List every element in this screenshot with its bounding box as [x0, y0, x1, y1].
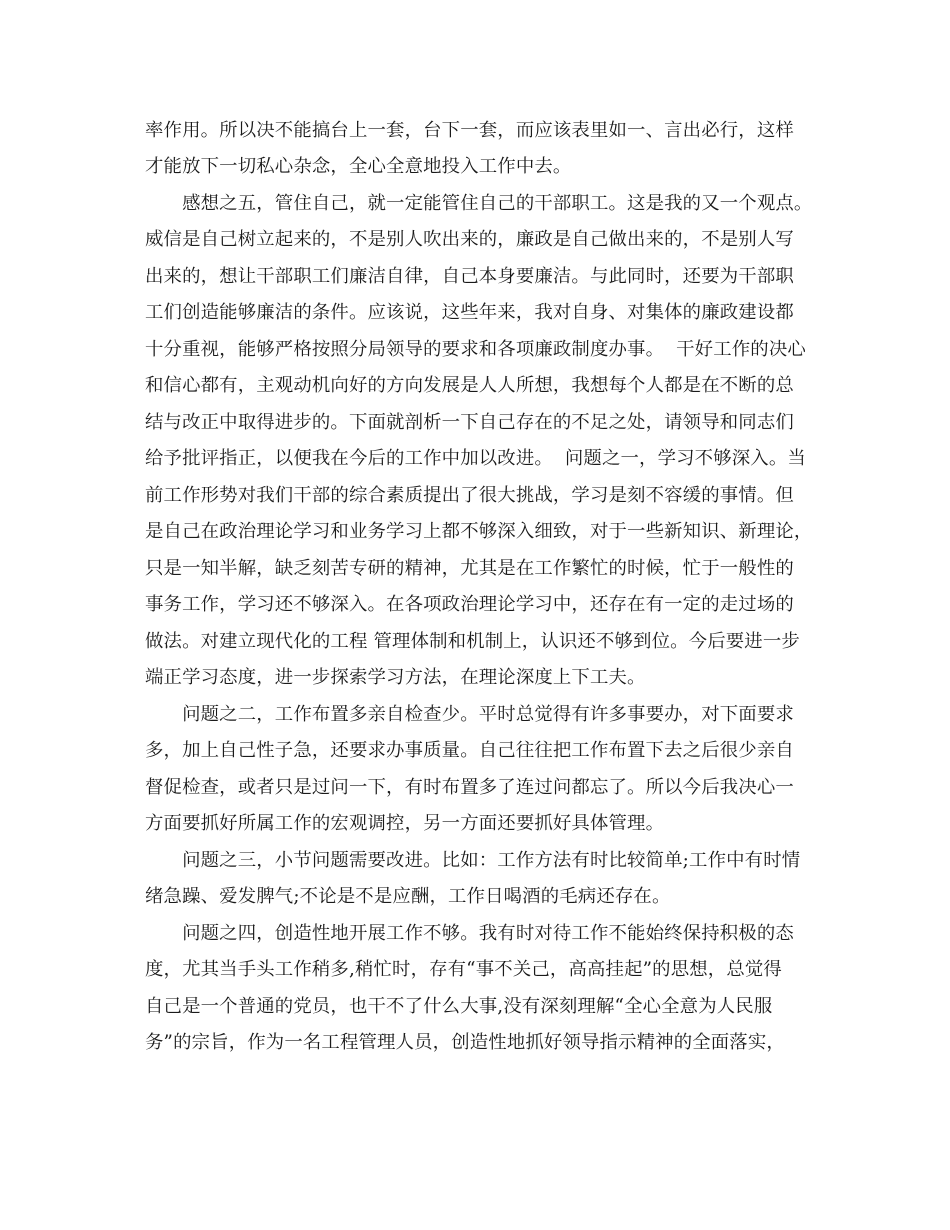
text-line: 问题之四，创造性地开展工作不够。我有时对待工作不能始终保持积极的态 — [145, 923, 794, 944]
text-line: 度，尤其当手头工作稍多,稍忙时，存有“事不关己，高高挂起”的思想，总觉得 — [145, 959, 782, 980]
text-line: 做法。对建立现代化的工程 管理体制和机制上，认识还不够到位。今后要进一步 — [145, 631, 800, 652]
text-line: 结与改正中取得进步的。下面就剖析一下自己存在的不足之处，请领导和同志们 — [145, 412, 794, 433]
text-line: 事务工作，学习还不够深入。在各项政治理论学习中，还存在有一定的走过场的 — [145, 594, 794, 615]
text-line: 方面要抓好所属工作的宏观调控，另一方面还要抓好具体管理。 — [145, 813, 665, 834]
text-line: 只是一知半解，缺乏刻苦专研的精神，尤其是在工作繁忙的时候，忙于一般性的 — [145, 558, 794, 579]
text-line: 十分重视，能够严格按照分局领导的要求和各项廉政制度办事。 干好工作的决心 — [145, 339, 806, 360]
text-line: 给予批评指正，以便我在今后的工作中加以改进。 问题之一，学习不够深入。当 — [145, 448, 806, 469]
text-line: 感想之五，管住自己，就一定能管住自己的干部职工。这是我的又一个观点。 — [145, 193, 813, 214]
text-line: 督促检查，或者只是过问一下，有时布置多了连过问都忘了。所以今后我决心一 — [145, 777, 794, 798]
text-line: 务”的宗旨，作为一名工程管理人员，创造性地抓好领导指示精神的全面落实， — [145, 1032, 785, 1053]
text-line: 才能放下一切私心杂念，全心全意地投入工作中去。 — [145, 156, 572, 177]
text-line: 和信心都有，主观动机向好的方向发展是人人所想，我想每个人都是在不断的总 — [145, 375, 794, 396]
text-line: 自己是一个普通的党员，也干不了什么大事,没有深刻理解“全心全意为人民服 — [145, 996, 773, 1017]
text-line: 绪急躁、爱发脾气;不论是不是应酬，工作日喝酒的毛病还存在。 — [145, 886, 671, 907]
text-line: 是自己在政治理论学习和业务学习上都不够深入细致，对于一些新知识、新理论， — [145, 521, 813, 542]
text-line: 问题之二，工作布置多亲自检查少。平时总觉得有许多事要办，对下面要求 — [145, 704, 794, 725]
text-line: 出来的，想让干部职工们廉洁自律，自己本身要廉洁。与此同时，还要为干部职 — [145, 266, 794, 287]
text-line: 威信是自己树立起来的，不是别人吹出来的，廉政是自己做出来的，不是别人写 — [145, 229, 794, 250]
text-line: 工们创造能够廉洁的条件。应该说，这些年来，我对自身、对集体的廉政建设都 — [145, 302, 794, 323]
text-line: 率作用。所以决不能搞台上一套，台下一套，而应该表里如一、言出必行，这样 — [145, 120, 794, 141]
text-line: 问题之三，小节问题需要改进。比如：工作方法有时比较简单;工作中有时情 — [145, 850, 801, 871]
text-line: 多，加上自己性子急，还要求办事质量。自己往往把工作布置下去之后很少亲自 — [145, 740, 794, 761]
text-line: 前工作形势对我们干部的综合素质提出了很大挑战，学习是刻不容缓的事情。但 — [145, 485, 794, 506]
text-line: 端正学习态度，进一步探索学习方法，在理论深度上下工夫。 — [145, 667, 646, 688]
